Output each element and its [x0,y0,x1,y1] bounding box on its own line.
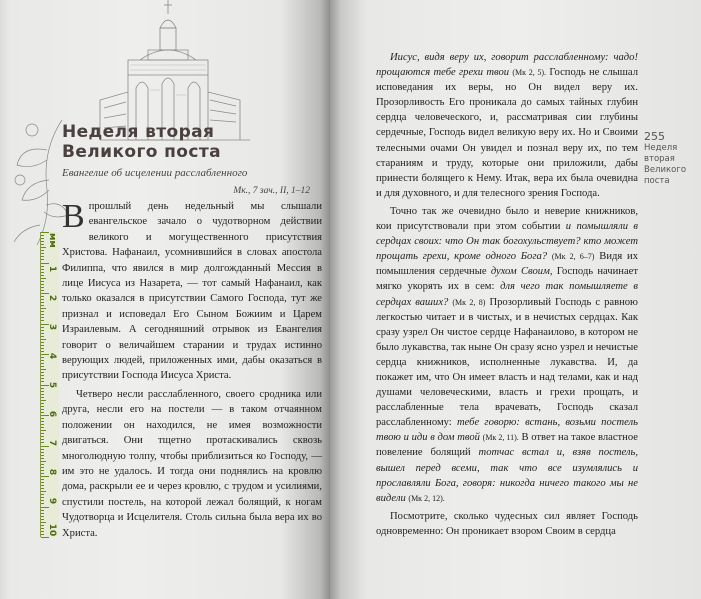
right-body-text [376,50,638,539]
paragraph: Посмотрите, сколько чудесных сил являет Господь одновременно: Он проникает взором Своим в сердца [376,510,638,537]
ruler-tick [41,433,44,434]
ruler-tick [41,534,44,535]
ruler-tick [41,436,44,437]
ruler-tick [41,439,44,440]
ruler-tick [41,284,44,285]
ruler-tick [41,253,44,254]
drop-cap: В [62,198,85,235]
chapter-subtitle: Евангелие об исцелении расслабленного [62,167,248,179]
ruler-tick [41,305,44,306]
scripture-ref: (Мк 2, 12). [408,493,445,503]
ruler-tick [41,348,44,349]
page-number: 255 [644,130,665,143]
ruler-tick [41,455,44,456]
ruler-tick [41,458,44,459]
ruler-tick [41,317,44,318]
ruler-tick [41,388,44,389]
ruler-number: мм [47,233,57,248]
ruler-number: 4 [47,352,57,360]
ruler-tick [41,296,44,297]
ruler-tick [41,327,44,328]
ruler-number: 2 [47,294,57,302]
scripture-quote: тотчас встал и, взяв постель, вышел перед всеми, так что все изумлялись и прославляли Бога, говоря: никогда ничего такого мы не видели [376,447,638,504]
ruler-tick [41,473,44,474]
ruler-tick [41,272,44,273]
ruler-tick [41,494,44,495]
ruler-tick [41,330,44,331]
paragraph-text: Господь начинает мягко укорять их в сем: [376,266,638,293]
ruler-tick [41,503,44,504]
ruler-tick [41,342,44,343]
ruler-tick [41,537,49,538]
ruler-tick [41,516,44,517]
right-page [330,0,701,599]
ruler-tick [41,452,44,453]
scripture-quote: для чего так помышляете в сердцах ваших? [376,281,638,308]
ruler-tick [41,314,44,315]
paragraph-text: Господь не слышал исповедания их веры, но Он видел веру их. Прозорливость Его проникала до самых тайных глубин сердца человеческого, и, рассматривая сии глубины сердечные, Господь видел великую веру их. Но и Своими телесными очами Он увидел и познал веру их, по тем стараниям и труду, которые они приложили, дабы принести болящего к Нему. Итак, вера их была очевидна и для духовного, и для телесного зрения Господа. [376,67,639,199]
ruler-tick [41,299,44,300]
ruler-tick [41,403,44,404]
paragraph [376,204,638,506]
ruler-tick [41,345,44,346]
ruler-tick [41,470,44,471]
scripture-ref: (Мк 2, 5). [512,68,547,78]
ruler-tick [41,430,46,431]
scripture-quote: Иисус, видя веру их, говорит расслабленному: чадо! прощаются тебе грехи твои [376,52,638,79]
ruler-tick [41,528,44,529]
ruler-tick [41,479,44,480]
ruler-tick [41,497,44,498]
ruler-tick [41,281,44,282]
ruler-tick [41,360,44,361]
ruler-tick [41,491,46,492]
ruler-number: 8 [47,468,57,476]
ruler-tick [41,351,44,352]
ruler-tick [41,339,46,340]
ruler-tick [41,287,44,288]
ruler-tick [41,369,46,370]
paragraph [62,199,322,384]
left-page [0,0,330,599]
ruler-tick [41,522,46,523]
ruler-tick [41,418,44,419]
ruler-tick [41,461,46,462]
paragraph-text: Видя их помышления сердечные [376,251,639,278]
ruler-tick [41,513,44,514]
paragraph: Четверо несли расслабленного, своего сродника или друга, несли его на постели — в таком отчаянном положении он находился, не имея возможности двигаться. Они тщетно протаскивались сквозь многолюдную толпу, чтобы приблизиться ко Господу, — им это не удалось. И тогда они поднялись на кровлю дома, раскрыли ее и через кровлю, с трудом и усилиями, спустили постель, на которой лежал болящий, к ногам Чудотворца и Исцелителя. Столь сильна была вера их во Христа. [62,388,322,539]
ruler-tick [41,372,44,373]
ruler-tick [41,427,44,428]
ruler-tick [41,400,46,401]
ruler-tick [41,500,44,501]
ruler-number: 1 [47,265,57,273]
ruler-tick [41,235,44,236]
paragraph-text: Точно так же очевидно было и неверие книжников, кои присутствовали при этом событии [376,205,638,233]
ruler-number: 10 [47,523,57,537]
running-head: Неделя вторая Великого поста [644,143,687,186]
ruler-tick [41,256,44,257]
ruler-tick [41,442,44,443]
ruler-tick [41,290,44,291]
left-body-text [62,199,322,541]
ruler-tick [41,412,44,413]
paragraph-text: Прозорливый Господь с равною легкостью читает и в чистых, и в нечистых сердцах. Как сразу узрел Он чистое сердце Нафанаилово, в котором не было лукавства, так ныне Он сразу ясно узрел и нечистые сердца книжников, исполненные лукавства. И, да покажет им, что Он имеет власть и над телами, как и над душами человеческими, власть и грехи прощать, и расслабленные тела врачевать, Господь сказал расслабленному: [376,296,638,429]
ruler-tick [41,381,44,382]
ruler-number: 6 [47,410,57,418]
ruler-number: 9 [47,497,57,505]
ruler-number: 7 [47,439,57,447]
ruler-tick [41,333,44,334]
ruler-tick [41,259,44,260]
ruler-tick [41,525,44,526]
chapter-title: Неделя вторая Великого поста [62,122,221,162]
ruler-tick [41,510,44,511]
ruler-tick [41,531,44,532]
ruler-tick [41,421,44,422]
scripture-quote: духом Своим, [490,266,553,278]
ruler-tick [41,424,44,425]
ruler-number: 5 [47,381,57,389]
ruler-tick [41,397,44,398]
ruler-tick [41,250,44,251]
ruler-tick [41,363,44,364]
paragraph-text: В ответ на такое властное повеление болящий [376,432,638,459]
scripture-quote: и помышляли в сердцах своих: что Он так богохульствует? кто может прощать грехи, кроме одного Бога? [376,221,638,263]
ruler-tick [41,409,44,410]
ruler-tick [41,311,44,312]
ruler-tick [41,247,46,248]
scripture-ref: (Мк 2, 6–7) [551,252,595,262]
ruler-tick [41,244,44,245]
ruler-tick [41,366,44,367]
ruler-tick [41,278,46,279]
ruler-tick [41,485,44,486]
scripture-ref: (Мк 2, 11). [482,433,519,443]
ruler-tick [41,357,44,358]
scripture-ref: (Мк 2, 8) [452,297,486,307]
ruler-tick [41,394,44,395]
ruler-number: 3 [47,323,57,331]
paragraph [376,50,638,201]
measuring-ruler [40,232,59,537]
ruler-tick [41,302,44,303]
ruler-tick [41,269,44,270]
ruler-tick [41,378,44,379]
ruler-tick [41,275,44,276]
scripture-quote: тебе говорю: встань, возьми постель твою и иди в дом твой [376,417,638,444]
ruler-tick [41,406,44,407]
reading-reference: Мк., 7 зач., II, 1–12 [233,186,310,196]
ruler-tick [41,449,44,450]
ruler-tick [41,391,44,392]
ruler-tick [41,467,44,468]
ruler-tick [41,320,44,321]
ruler-tick [41,482,44,483]
ruler-tick [41,519,44,520]
ruler-tick [41,375,44,376]
ruler-tick [41,308,46,309]
ruler-tick [41,241,44,242]
ruler-tick [41,488,44,489]
ruler-tick [41,464,44,465]
ruler-tick [41,266,44,267]
ruler-tick [41,336,44,337]
paragraph-text: прошлый день недельный мы слышали евангельское зачало о чудотворном действии великого и могущественного присутствия Христова. Нафанаил, усомнившийся в словах апостола Филиппа, что явился в мир долгожданный Мессия в лице Иисуса из Назарета, — тот самый Нафанаил, как только оказался в присутствии Самого Господа, тут же признал и исповедал Его Сыном Божиим и Царем Израилевым. А сегодняшний отрывок из Евангелия говорит о величайшем старании и трудах истинно верующих людей, приложенных ими, дабы оказаться в присутствии Господа Иисуса Христа. [62,201,322,382]
ruler-tick [41,238,44,239]
